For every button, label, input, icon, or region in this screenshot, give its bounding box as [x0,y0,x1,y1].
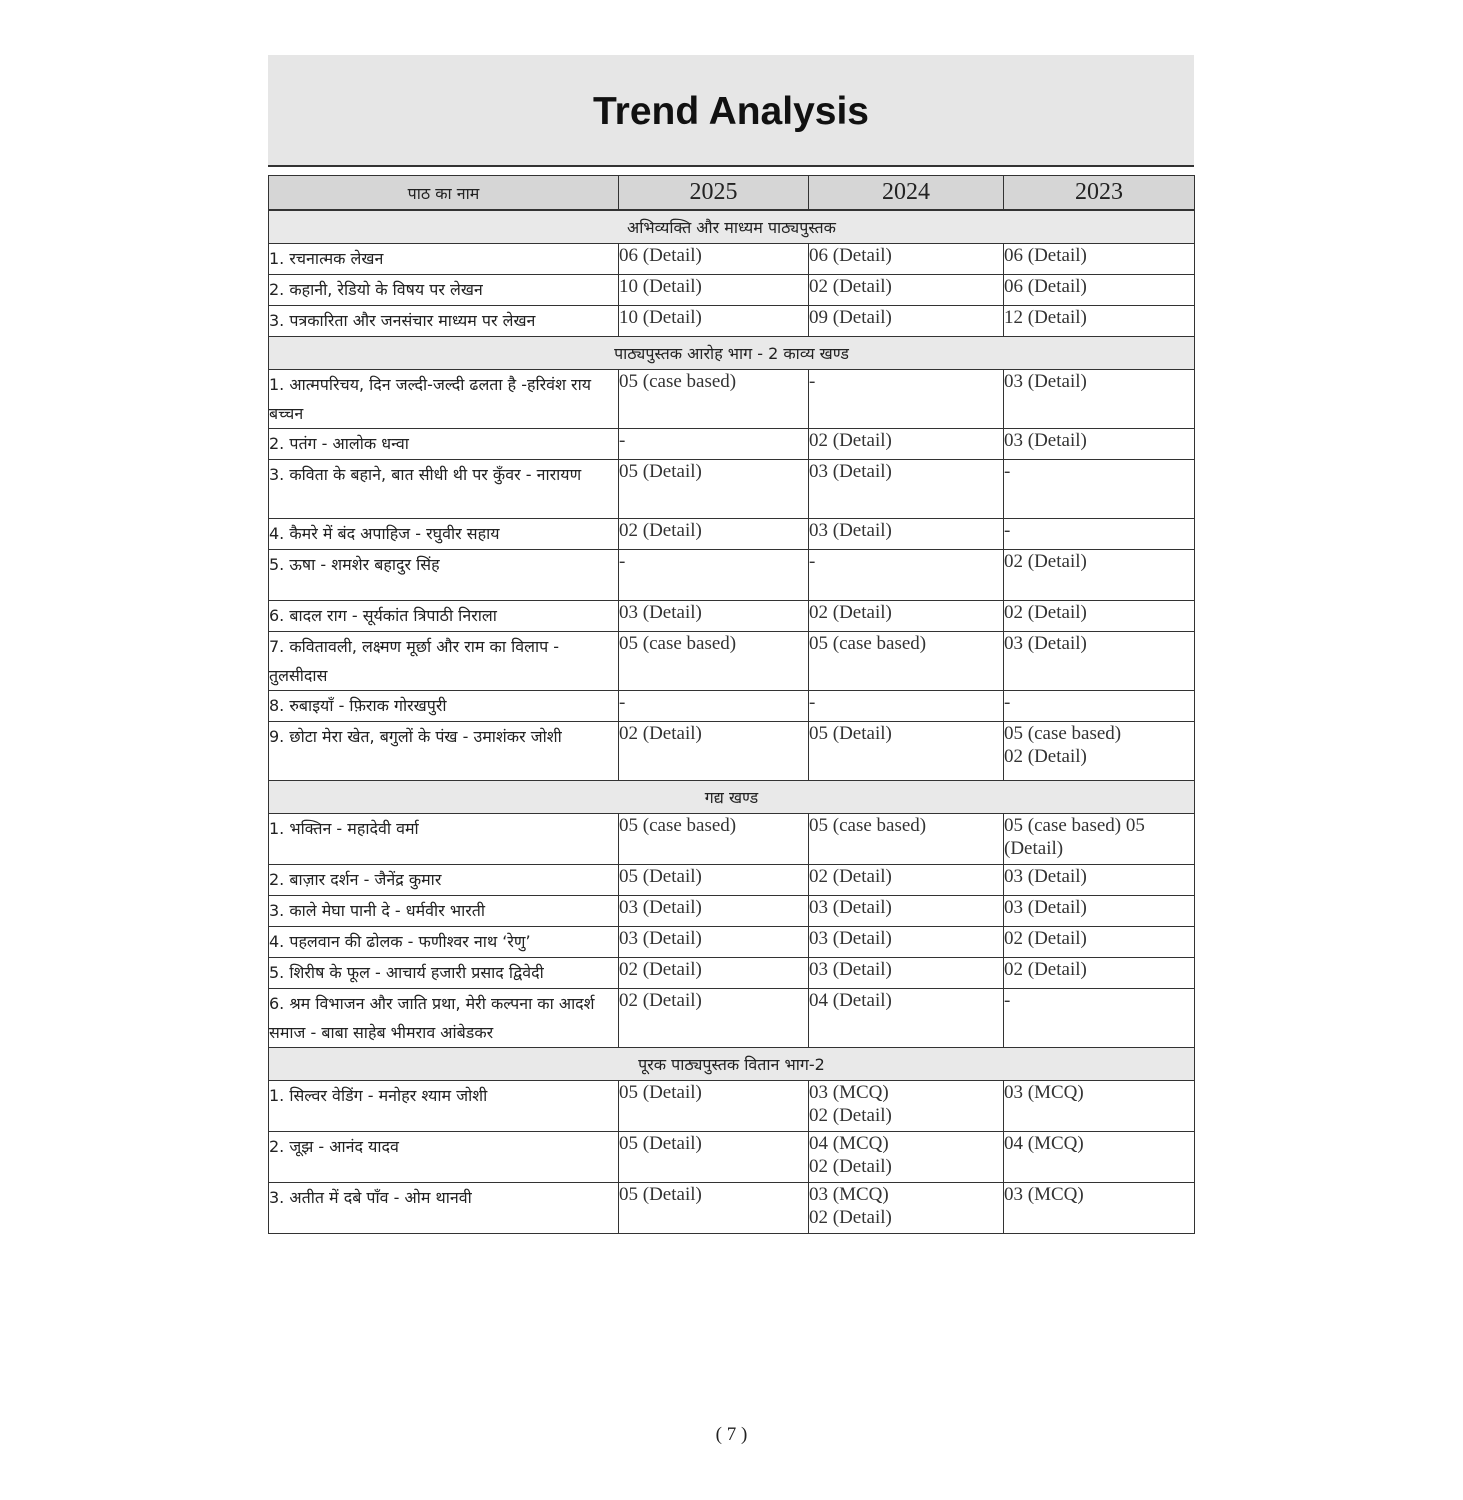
value-cell-2024 [809,865,1004,896]
value-line: 02 (Detail) [619,520,702,541]
value-line: 02 (Detail) [619,990,702,1011]
value-cell-2024 [809,1132,1004,1183]
lesson-name-cell: 6. श्रम विभाजन और जाति प्रथा, मेरी कल्पना का आदर्श समाज - बाबा साहेब भीमराव आंबेडकर [269,989,619,1048]
value-line: 12 (Detail) [1004,307,1087,328]
value-line: 03 (Detail) [619,897,702,918]
value-line: 04 (MCQ) [1004,1133,1084,1154]
value-line: 02 (Detail) [619,723,702,744]
value-line: 03 (Detail) [809,520,892,541]
value-line: 05 (Detail) [619,866,702,887]
value-cell-2025 [619,519,809,550]
value-line: 02 (Detail) [1004,959,1087,980]
value-line: 10 (Detail) [619,307,702,328]
column-header-lesson-name: पाठ का नाम [269,176,619,211]
value-cell-2025 [619,865,809,896]
table-body [269,210,1195,1234]
section-title: गद्य खण्ड [269,781,1195,814]
value-line: - [1004,692,1011,713]
value-cell-2025 [619,927,809,958]
value-cell-2023 [1004,601,1195,632]
value-cell-2023 [1004,460,1195,519]
lesson-name-cell: 4. कैमरे में बंद अपाहिज - रघुवीर सहाय [269,519,619,550]
value-line: 05 (Detail) [619,1082,702,1103]
value-cell-2023 [1004,275,1195,306]
section-header-row [269,337,1195,370]
column-header-2023: 2023 [1004,176,1195,211]
lesson-name-cell: 1. रचनात्मक लेखन [269,244,619,275]
section-header-row [269,210,1195,244]
value-line: - [809,371,816,392]
lesson-name-cell: 3. काले मेघा पानी दे - धर्मवीर भारती [269,896,619,927]
value-cell-2024 [809,601,1004,632]
value-line: 04 (Detail) [809,990,892,1011]
table-row [269,550,1195,601]
table-row [269,244,1195,275]
value-cell-2024 [809,896,1004,927]
table-row [269,632,1195,691]
value-cell-2024 [809,632,1004,691]
lesson-name-cell: 5. ऊषा - शमशेर बहादुर सिंह [269,550,619,601]
value-line: 10 (Detail) [619,276,702,297]
table-row [269,275,1195,306]
table-row [269,958,1195,989]
value-line: 05 (case based) [619,815,737,836]
table-row [269,927,1195,958]
value-cell-2025 [619,958,809,989]
value-line: 02 (Detail) [809,866,892,887]
value-line: 02 (Detail) [809,1207,892,1228]
value-line: - [809,551,816,572]
value-cell-2023 [1004,814,1195,865]
value-line: 03 (Detail) [809,897,892,918]
value-cell-2024 [809,1183,1004,1234]
value-cell-2023 [1004,722,1195,781]
value-cell-2023 [1004,1183,1195,1234]
value-line: - [1004,990,1011,1011]
value-cell-2025 [619,275,809,306]
value-line: 05 (Detail) [619,1184,702,1205]
value-cell-2023 [1004,306,1195,337]
section-title: पूरक पाठ्यपुस्तक वितान भाग-2 [269,1048,1195,1081]
table-row [269,1081,1195,1132]
value-line: 03 (MCQ) [1004,1082,1084,1103]
value-cell-2025 [619,460,809,519]
value-cell-2023 [1004,429,1195,460]
table-row [269,1183,1195,1234]
value-line: 05 (case based) [809,815,927,836]
value-line: 02 (Detail) [809,430,892,451]
section-header-row [269,1048,1195,1081]
value-line: 03 (Detail) [1004,371,1087,392]
value-cell-2024 [809,722,1004,781]
value-cell-2023 [1004,896,1195,927]
value-cell-2024 [809,460,1004,519]
table-row [269,429,1195,460]
value-cell-2023 [1004,927,1195,958]
value-line: 02 (Detail) [809,276,892,297]
value-line: 02 (Detail) [619,959,702,980]
lesson-name-cell: 2. पतंग - आलोक धन्वा [269,429,619,460]
value-cell-2025 [619,429,809,460]
lesson-name-cell: 6. बादल राग - सूर्यकांत त्रिपाठी निराला [269,601,619,632]
value-line: 03 (MCQ) [809,1082,889,1103]
value-cell-2025 [619,550,809,601]
value-line: 05 (Detail) [619,1133,702,1154]
value-cell-2023 [1004,691,1195,722]
value-cell-2023 [1004,1081,1195,1132]
value-line: 03 (MCQ) [1004,1184,1084,1205]
page-number: ( 7 ) [715,1424,748,1445]
lesson-name-cell: 3. पत्रकारिता और जनसंचार माध्यम पर लेखन [269,306,619,337]
value-line: 02 (Detail) [809,602,892,623]
value-cell-2025 [619,691,809,722]
value-line: - [1004,520,1011,541]
lesson-name-cell: 3. कविता के बहाने, बात सीधी थी पर कुँवर - नारायण [269,460,619,519]
value-line: 03 (Detail) [619,602,702,623]
value-line: 05 (Detail) [809,723,892,744]
value-cell-2023 [1004,519,1195,550]
value-line: 06 (Detail) [809,245,892,266]
value-line: 06 (Detail) [1004,245,1087,266]
value-cell-2023 [1004,989,1195,1048]
value-line: 03 (MCQ) [809,1184,889,1205]
value-line: 02 (Detail) [1004,746,1087,767]
value-cell-2025 [619,244,809,275]
value-cell-2024 [809,370,1004,429]
lesson-name-cell: 1. सिल्वर वेडिंग - मनोहर श्याम जोशी [269,1081,619,1132]
value-cell-2025 [619,989,809,1048]
section-title: अभिव्यक्ति और माध्यम पाठ्यपुस्तक [269,210,1195,244]
value-cell-2024 [809,306,1004,337]
value-cell-2025 [619,1183,809,1234]
table-row [269,370,1195,429]
value-cell-2023 [1004,370,1195,429]
value-cell-2025 [619,601,809,632]
value-line: 03 (Detail) [809,959,892,980]
page-header [268,55,1194,167]
value-cell-2024 [809,550,1004,601]
lesson-name-cell: 8. रुबाइयाँ - फ़िराक गोरखपुरी [269,691,619,722]
value-line: 09 (Detail) [809,307,892,328]
value-cell-2024 [809,691,1004,722]
value-line: 05 (case based) [1004,723,1122,744]
table-row [269,865,1195,896]
value-cell-2025 [619,1132,809,1183]
value-cell-2024 [809,958,1004,989]
value-cell-2023 [1004,865,1195,896]
value-cell-2024 [809,814,1004,865]
table-row [269,896,1195,927]
value-line: 03 (Detail) [809,461,892,482]
value-cell-2025 [619,370,809,429]
lesson-name-cell: 2. जूझ - आनंद यादव [269,1132,619,1183]
table-row [269,519,1195,550]
value-cell-2025 [619,814,809,865]
value-line: 05 (case based) [809,633,927,654]
page-title: Trend Analysis [593,90,869,133]
value-line: 03 (Detail) [619,928,702,949]
value-line: 02 (Detail) [1004,602,1087,623]
value-line: 03 (Detail) [1004,633,1087,654]
column-header-2024: 2024 [809,176,1004,211]
value-line: 03 (Detail) [1004,430,1087,451]
value-cell-2024 [809,927,1004,958]
value-line: - [619,692,626,713]
table-row [269,601,1195,632]
value-line: - [1004,461,1011,482]
lesson-name-cell: 4. पहलवान की ढोलक - फणीश्वर नाथ ‘रेणु’ [269,927,619,958]
value-line: 04 (MCQ) [809,1133,889,1154]
value-cell-2023 [1004,244,1195,275]
value-line: - [619,551,626,572]
value-cell-2025 [619,896,809,927]
lesson-name-cell: 2. बाज़ार दर्शन - जैनेंद्र कुमार [269,865,619,896]
column-header-2025: 2025 [619,176,809,211]
lesson-name-cell: 3. अतीत में दबे पाँव - ओम थानवी [269,1183,619,1234]
value-cell-2024 [809,989,1004,1048]
value-cell-2025 [619,632,809,691]
value-cell-2023 [1004,550,1195,601]
value-cell-2023 [1004,958,1195,989]
lesson-name-cell: 9. छोटा मेरा खेत, बगुलों के पंख - उमाशंकर जोशी [269,722,619,781]
value-line: 02 (Detail) [809,1156,892,1177]
lesson-name-cell: 5. शिरीष के फूल - आचार्य हजारी प्रसाद द्विवेदी [269,958,619,989]
value-cell-2024 [809,244,1004,275]
value-cell-2025 [619,722,809,781]
value-line: 02 (Detail) [1004,551,1087,572]
value-line: 05 (Detail) [619,461,702,482]
value-cell-2023 [1004,632,1195,691]
table-row [269,1132,1195,1183]
value-cell-2025 [619,306,809,337]
table-row [269,306,1195,337]
table-row [269,691,1195,722]
table-row [269,460,1195,519]
value-line: - [809,692,816,713]
lesson-name-cell: 1. भक्तिन - महादेवी वर्मा [269,814,619,865]
lesson-name-cell: 7. कवितावली, लक्ष्मण मूर्छा और राम का विलाप - तुलसीदास [269,632,619,691]
table-header-row [269,176,1195,211]
value-line: 05 (case based) 05 (Detail) [1004,815,1145,859]
value-line: 03 (Detail) [1004,897,1087,918]
lesson-name-cell: 1. आत्मपरिचय, दिन जल्दी-जल्दी ढलता है -हरिवंश राय बच्चन [269,370,619,429]
lesson-name-cell: 2. कहानी, रेडियो के विषय पर लेखन [269,275,619,306]
section-title: पाठ्यपुस्तक आरोह भाग - 2 काव्य खण्ड [269,337,1195,370]
section-header-row [269,781,1195,814]
value-cell-2024 [809,1081,1004,1132]
value-line: 03 (Detail) [1004,866,1087,887]
trend-analysis-table [268,175,1195,1234]
value-line: - [619,430,626,451]
value-line: 03 (Detail) [809,928,892,949]
value-cell-2024 [809,429,1004,460]
value-line: 06 (Detail) [619,245,702,266]
value-line: 05 (case based) [619,633,737,654]
value-line: 05 (case based) [619,371,737,392]
value-line: 02 (Detail) [809,1105,892,1126]
value-line: 06 (Detail) [1004,276,1087,297]
value-cell-2024 [809,519,1004,550]
value-cell-2024 [809,275,1004,306]
table-row [269,722,1195,781]
table-row [269,989,1195,1048]
value-cell-2025 [619,1081,809,1132]
table-row [269,814,1195,865]
value-line: 02 (Detail) [1004,928,1087,949]
value-cell-2023 [1004,1132,1195,1183]
